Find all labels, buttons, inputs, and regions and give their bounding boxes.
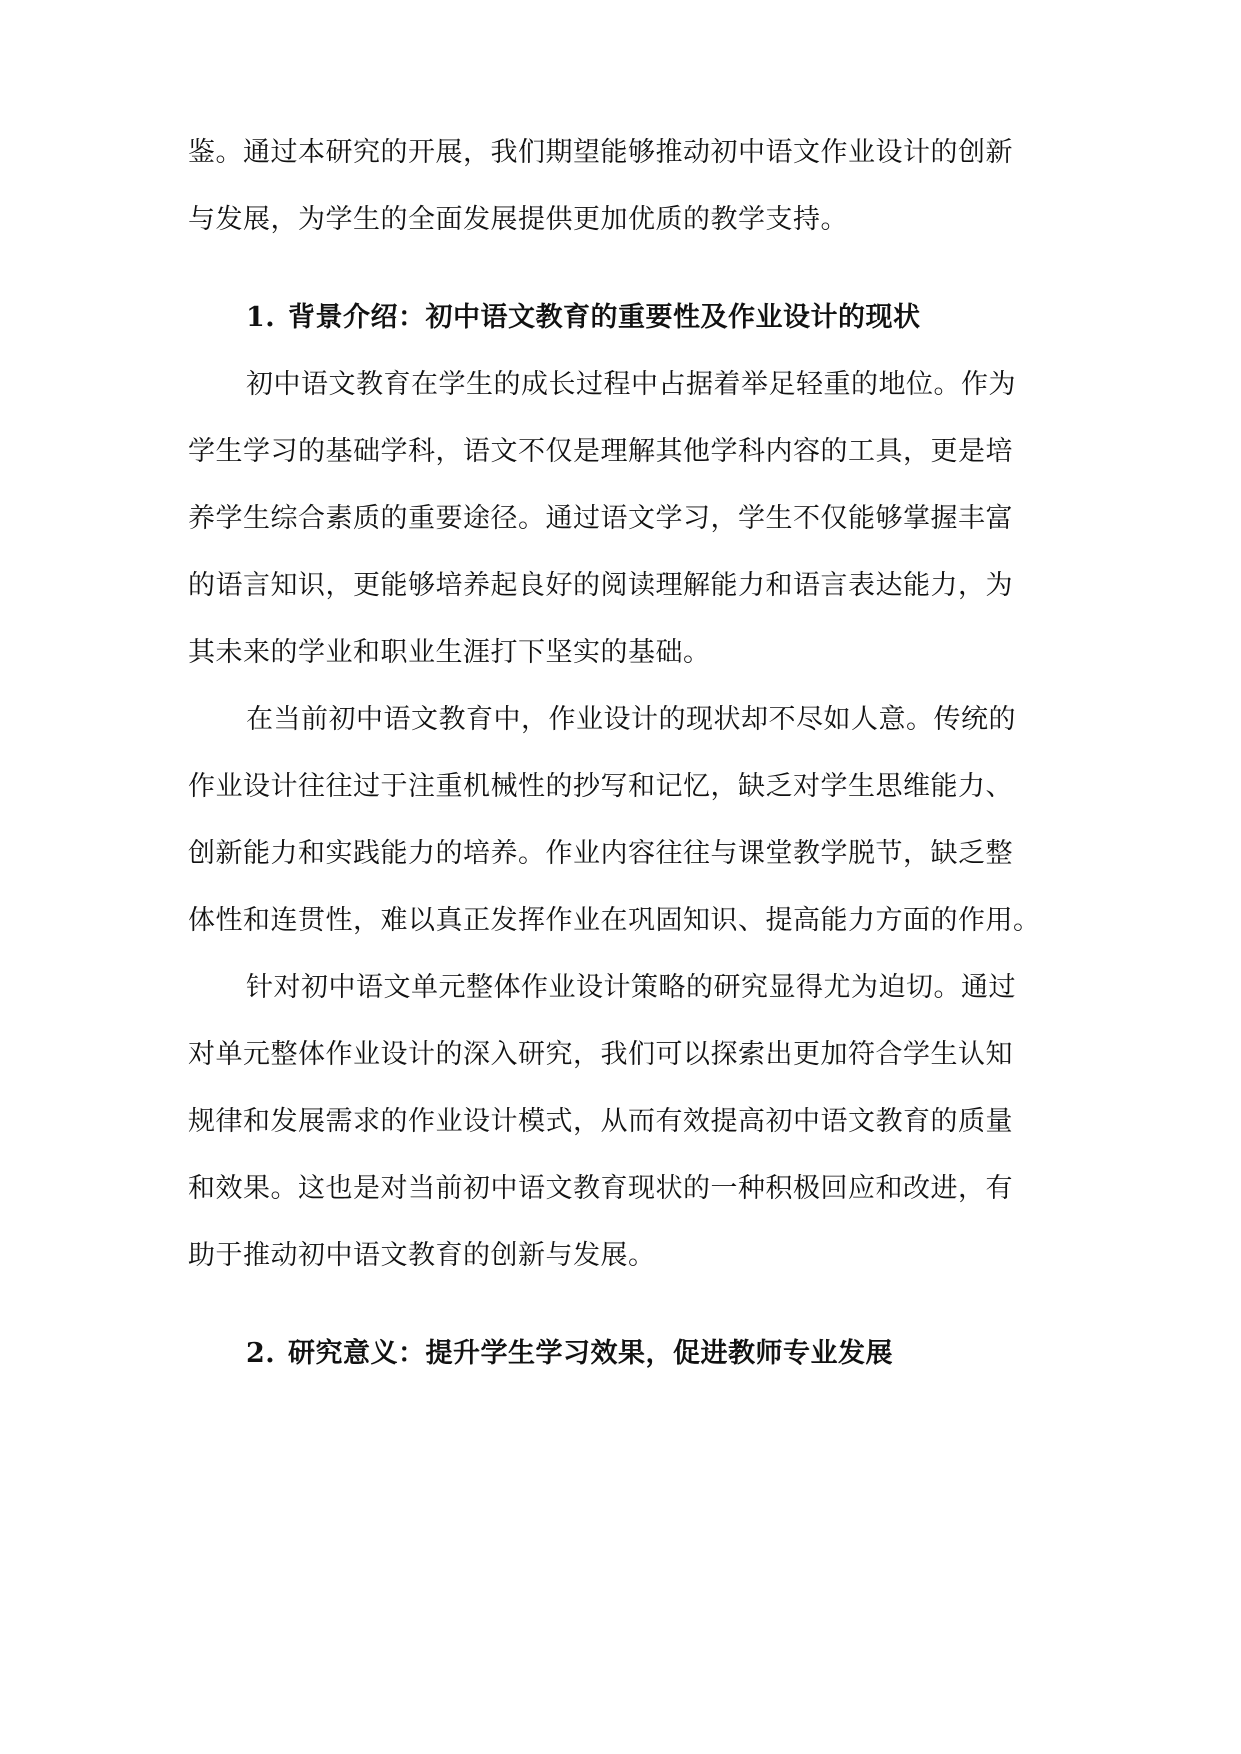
paragraph-line: 的语言知识，更能够培养起良好的阅读理解能力和语言表达能力，为 [188, 570, 1013, 601]
paragraph-line: 针对初中语文单元整体作业设计策略的研究显得尤为迫切。通过 [246, 972, 1016, 1003]
paragraph-line: 其未来的学业和职业生涯打下坚实的基础。 [188, 637, 711, 668]
intro-line: 与发展，为学生的全面发展提供更加优质的教学支持。 [188, 204, 848, 235]
section-number: 1. [246, 302, 276, 333]
paragraph-line: 在当前初中语文教育中，作业设计的现状却不尽如人意。传统的 [246, 704, 1016, 735]
section-heading [246, 1334, 893, 1374]
section-title: 背景介绍：初中语文教育的重要性及作业设计的现状 [288, 302, 921, 333]
paragraph-line: 对单元整体作业设计的深入研究，我们可以探索出更加符合学生认知 [188, 1039, 1013, 1070]
paragraph-line: 养学生综合素质的重要途径。通过语文学习，学生不仅能够掌握丰富 [188, 503, 1013, 534]
paragraph-line: 体性和连贯性，难以真正发挥作业在巩固知识、提高能力方面的作用。 [188, 905, 1041, 936]
paragraph-line: 初中语文教育在学生的成长过程中占据着举足轻重的地位。作为 [246, 369, 1016, 400]
paragraph-line: 学生学习的基础学科，语文不仅是理解其他学科内容的工具，更是培 [188, 436, 1013, 467]
paragraph-line: 和效果。这也是对当前初中语文教育现状的一种积极回应和改进，有 [188, 1173, 1013, 1204]
paragraph-line: 规律和发展需求的作业设计模式，从而有效提高初中语文教育的质量 [188, 1106, 1013, 1137]
paragraph-line: 助于推动初中语文教育的创新与发展。 [188, 1240, 656, 1271]
paragraph-line: 创新能力和实践能力的培养。作业内容往往与课堂教学脱节，缺乏整 [188, 838, 1013, 869]
intro-line: 鉴。通过本研究的开展，我们期望能够推动初中语文作业设计的创新 [188, 137, 1013, 168]
section-number: 2. [246, 1338, 276, 1369]
section-title: 研究意义：提升学生学习效果，促进教师专业发展 [288, 1338, 893, 1369]
section-heading [246, 298, 921, 338]
paragraph-line: 作业设计往往过于注重机械性的抄写和记忆，缺乏对学生思维能力、 [188, 771, 1013, 802]
